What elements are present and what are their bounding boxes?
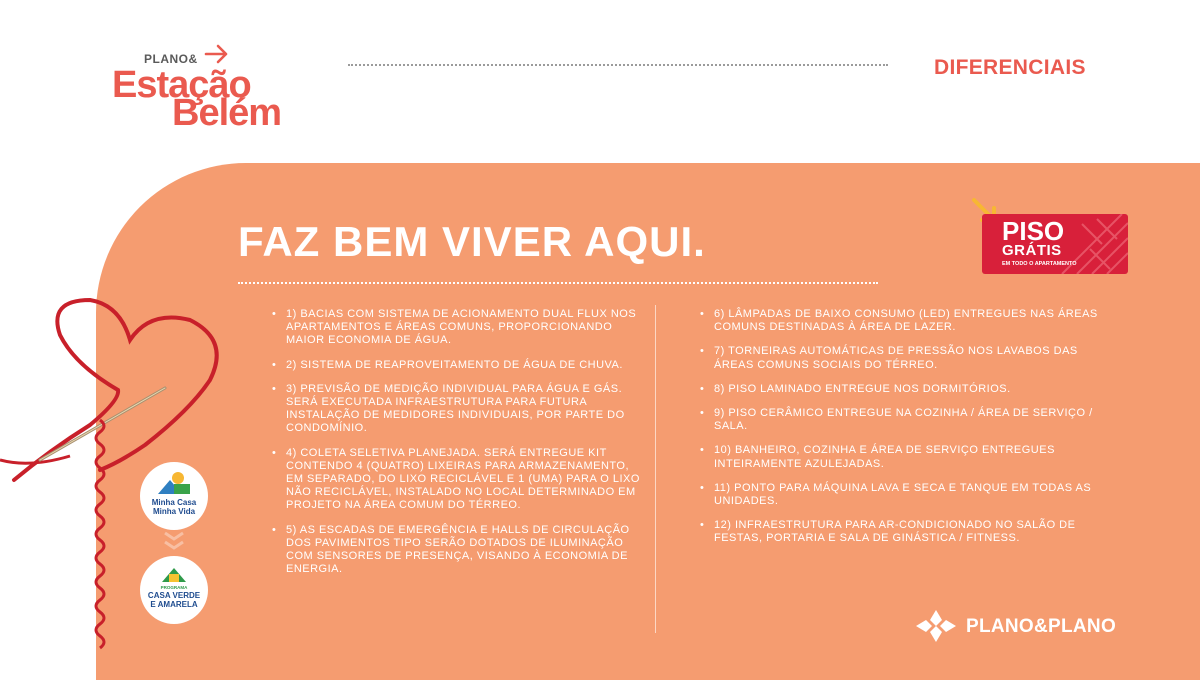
badge-box bbox=[982, 214, 1128, 274]
piso-gratis-badge bbox=[970, 196, 1132, 278]
logo-plano-text: PLANO& bbox=[144, 52, 198, 66]
chevron-down-icon bbox=[162, 530, 186, 552]
header bbox=[0, 0, 1200, 165]
headline-dotted-divider bbox=[238, 282, 878, 284]
list-item: • 10) BANHEIRO, COZINHA E ÁREA DE SERVIÇO ENTREGUES INTEIRAMENTE AZULEJADAS. bbox=[714, 444, 1104, 470]
list-item: • 7) TORNEIRAS AUTOMÁTICAS DE PRESSÃO NOS LAVABOS DAS ÁREAS COMUNS SOCIAIS DO TÉRREO. bbox=[714, 345, 1104, 371]
column-divider bbox=[655, 305, 656, 633]
list-item: • 2) SISTEMA DE REAPROVEITAMENTO DE ÁGUA DE CHUVA. bbox=[286, 359, 646, 372]
cva-label-line2: E AMARELA bbox=[150, 600, 198, 609]
headline: FAZ BEM VIVER AQUI. bbox=[238, 218, 706, 265]
casa-verde-amarela-logo bbox=[140, 556, 208, 624]
list-item: • 4) COLETA SELETIVA PLANEJADA. SERÁ ENTREGUE KIT CONTENDO 4 (QUATRO) LIXEIRAS PARA ARMAZENAMENTO, EM SEPARADO, DO LIXO RECICLÁVEL E 1 (UMA) PARA O LIXO NÃO RECICLÁVEL, INSTALADO NO LOCAL DETERMINADO EM PROJETO NA ÁREA COMUM DO TÉRREO. bbox=[286, 447, 646, 513]
logo-word-estacao: Estação bbox=[112, 64, 251, 106]
header-dotted-divider bbox=[348, 64, 888, 66]
badge-piso-text: PISO bbox=[1002, 216, 1065, 246]
list-item: • 3) PREVISÃO DE MEDIÇÃO INDIVIDUAL PARA ÁGUA E GÁS. SERÁ EXECUTADA INFRAESTRUTURA PARA FUTURA INSTALAÇÃO DE MEDIDORES INDIVIDUAIS, POR PARTE DO CONDOMÍNIO. bbox=[286, 383, 646, 436]
minha-casa-minha-vida-logo bbox=[140, 462, 208, 530]
list-item: • 8) PISO LAMINADO ENTREGUE NOS DORMITÓRIOS. bbox=[714, 383, 1104, 396]
mcmv-label-line2: Minha Vida bbox=[152, 507, 196, 516]
estacao-belem-logo bbox=[112, 46, 312, 136]
list-item: • 5) AS ESCADAS DE EMERGÊNCIA E HALLS DE CIRCULAÇÃO DOS PAVIMENTOS TIPO SERÃO DOTADOS DE ILUMINAÇÃO COM SENSORES DE PRESENÇA, VISANDO À ECONOMIA DE ENERGIA. bbox=[286, 524, 646, 577]
list-item: • 6) LÂMPADAS DE BAIXO CONSUMO (LED) ENTREGUES NAS ÁREAS COMUNS DESTINADAS À ÁREA DE LAZER. bbox=[714, 308, 1104, 334]
list-item: • 12) INFRAESTRUTURA PARA AR-CONDICIONADO NO SALÃO DE FESTAS, PORTARIA E SALA DE GINÁSTICA / FITNESS. bbox=[714, 519, 1104, 545]
section-title: DIFERENCIAIS bbox=[934, 56, 1086, 79]
badge-subtitle: EM TODO O APARTAMENTO bbox=[1002, 261, 1077, 267]
badge-gratis-text: GRÁTIS bbox=[1002, 242, 1062, 259]
list-item: • 11) PONTO PARA MÁQUINA LAVA E SECA E TANQUE EM TODAS AS UNIDADES. bbox=[714, 482, 1104, 508]
arrow-right-icon bbox=[204, 44, 230, 64]
house-icon bbox=[159, 564, 189, 584]
logo-word-belem: Belém bbox=[172, 92, 282, 134]
features-list-left bbox=[270, 308, 646, 587]
list-item: • 9) PISO CERÂMICO ENTREGUE NA COZINHA / ÁREA DE SERVIÇO / SALA. bbox=[714, 407, 1104, 433]
cva-label-line1: CASA VERDE bbox=[147, 591, 201, 600]
house-icon bbox=[156, 470, 192, 496]
list-item: • 1) BACIAS COM SISTEMA DE ACIONAMENTO DUAL FLUX NOS APARTAMENTOS E ÁREAS COMUNS, PROPORCIONANDO MAIOR ECONOMIA DE ÁGUA. bbox=[286, 308, 646, 348]
mcmv-label-line1: Minha Casa bbox=[151, 498, 197, 507]
brand-name: PLANO&PLANO bbox=[966, 616, 1117, 637]
cva-label-line0: PROGRAMA bbox=[160, 585, 188, 590]
plano-plano-logo-icon bbox=[910, 606, 962, 646]
features-list-right bbox=[698, 308, 1104, 557]
